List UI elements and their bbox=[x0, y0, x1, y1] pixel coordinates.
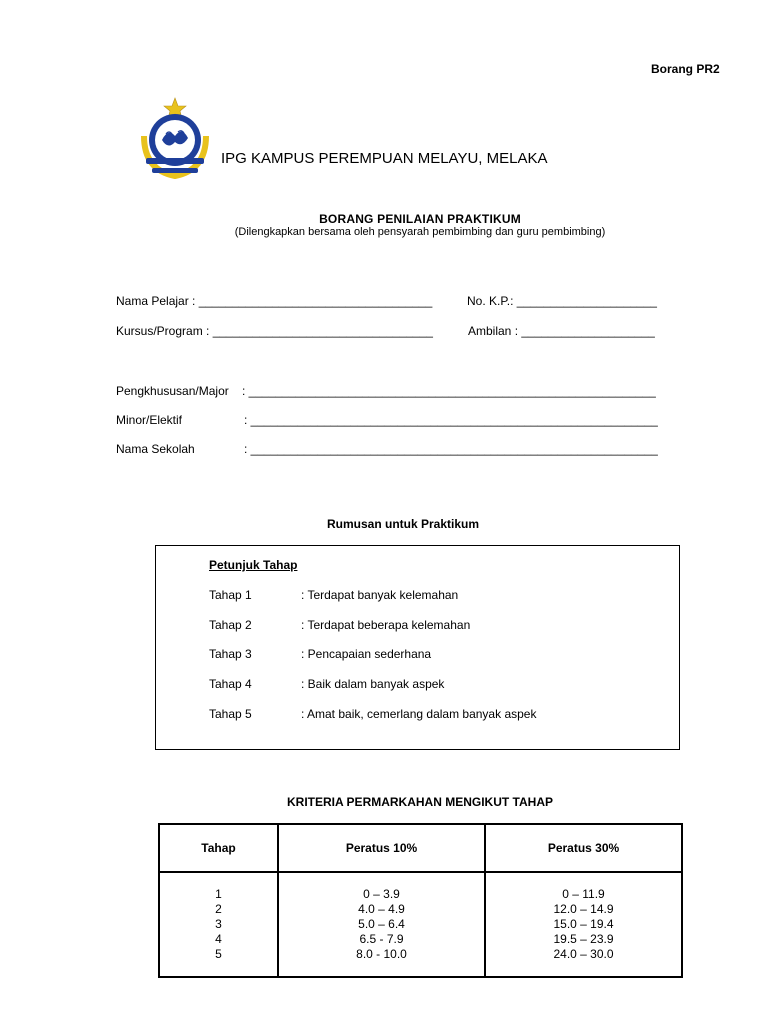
criteria-table bbox=[158, 823, 683, 978]
minor-label: Minor/Elektif bbox=[116, 413, 183, 427]
cell: 6.5 - 7.9 bbox=[359, 932, 404, 946]
legend-desc: : Pencapaian sederhana bbox=[301, 647, 432, 661]
legend-level: Tahap 4 bbox=[209, 677, 252, 691]
major-label: Pengkhususan/Major bbox=[116, 384, 229, 398]
legend-heading: Petunjuk Tahap bbox=[209, 558, 298, 572]
criteria-title: KRITERIA PERMARKAHAN MENGIKUT TAHAP bbox=[287, 795, 553, 809]
legend-level: Tahap 1 bbox=[209, 588, 252, 602]
legend-level: Tahap 5 bbox=[209, 707, 252, 721]
cell: 1 bbox=[215, 887, 222, 901]
cell: 15.0 – 19.4 bbox=[553, 917, 614, 931]
legend-row bbox=[209, 647, 431, 661]
cell: 4 bbox=[215, 932, 222, 946]
cell: 2 bbox=[215, 902, 222, 916]
legend-level: Tahap 3 bbox=[209, 647, 252, 661]
legend-desc: : Terdapat beberapa kelemahan bbox=[301, 618, 471, 632]
legend-desc: : Terdapat banyak kelemahan bbox=[301, 588, 459, 602]
cell: 5 bbox=[215, 947, 222, 961]
summary-title: Rumusan untuk Praktikum bbox=[326, 517, 480, 531]
legend-desc: : Baik dalam banyak aspek bbox=[301, 677, 445, 691]
criteria-body-row bbox=[159, 872, 682, 977]
legend-level: Tahap 2 bbox=[209, 618, 252, 632]
peratus-30-column bbox=[485, 872, 682, 977]
minor-field[interactable]: : _____________________________________________________________ bbox=[244, 413, 658, 427]
form-title: BORANG PENILAIAN PRAKTIKUM bbox=[319, 212, 521, 226]
form-subtitle: (Dilengkapkan bersama oleh pensyarah pembimbing dan guru pembimbing) bbox=[234, 226, 606, 238]
major-field[interactable]: : _____________________________________________________________ bbox=[242, 384, 656, 398]
legend-row bbox=[209, 618, 470, 632]
cell: 24.0 – 30.0 bbox=[553, 947, 614, 961]
institution-name: IPG KAMPUS PEREMPUAN MELAYU, MELAKA bbox=[221, 150, 548, 167]
header-peratus-10: Peratus 10% bbox=[278, 824, 485, 872]
legend-row bbox=[209, 707, 536, 721]
cell: 8.0 - 10.0 bbox=[356, 947, 407, 961]
cell: 5.0 – 6.4 bbox=[358, 917, 405, 931]
sekolah-field[interactable]: : _____________________________________________________________ bbox=[244, 442, 658, 456]
header-tahap: Tahap bbox=[159, 824, 278, 872]
ambilan-field[interactable]: Ambilan : ____________________ bbox=[468, 324, 655, 338]
cell: 4.0 – 4.9 bbox=[358, 902, 405, 916]
peratus-10-column bbox=[278, 872, 485, 977]
cell: 19.5 – 23.9 bbox=[553, 932, 614, 946]
header-peratus-30: Peratus 30% bbox=[485, 824, 682, 872]
sekolah-label: Nama Sekolah bbox=[116, 442, 195, 456]
legend-desc: : Amat baik, cemerlang dalam banyak aspek bbox=[301, 707, 537, 721]
legend-row bbox=[209, 588, 458, 602]
cell: 0 – 3.9 bbox=[363, 887, 400, 901]
institution-logo bbox=[138, 96, 212, 180]
cell: 3 bbox=[215, 917, 222, 931]
kursus-program-field[interactable]: Kursus/Program : _________________________________ bbox=[116, 324, 433, 338]
cell: 0 – 11.9 bbox=[562, 887, 605, 901]
tahap-column bbox=[159, 872, 278, 977]
legend-row bbox=[209, 677, 444, 691]
cell: 12.0 – 14.9 bbox=[553, 902, 614, 916]
criteria-header-row bbox=[159, 824, 682, 872]
nama-pelajar-field[interactable]: Nama Pelajar : ___________________________________ bbox=[116, 294, 433, 308]
no-kp-field[interactable]: No. K.P.: _____________________ bbox=[467, 294, 657, 308]
form-code: Borang PR2 bbox=[651, 62, 720, 76]
